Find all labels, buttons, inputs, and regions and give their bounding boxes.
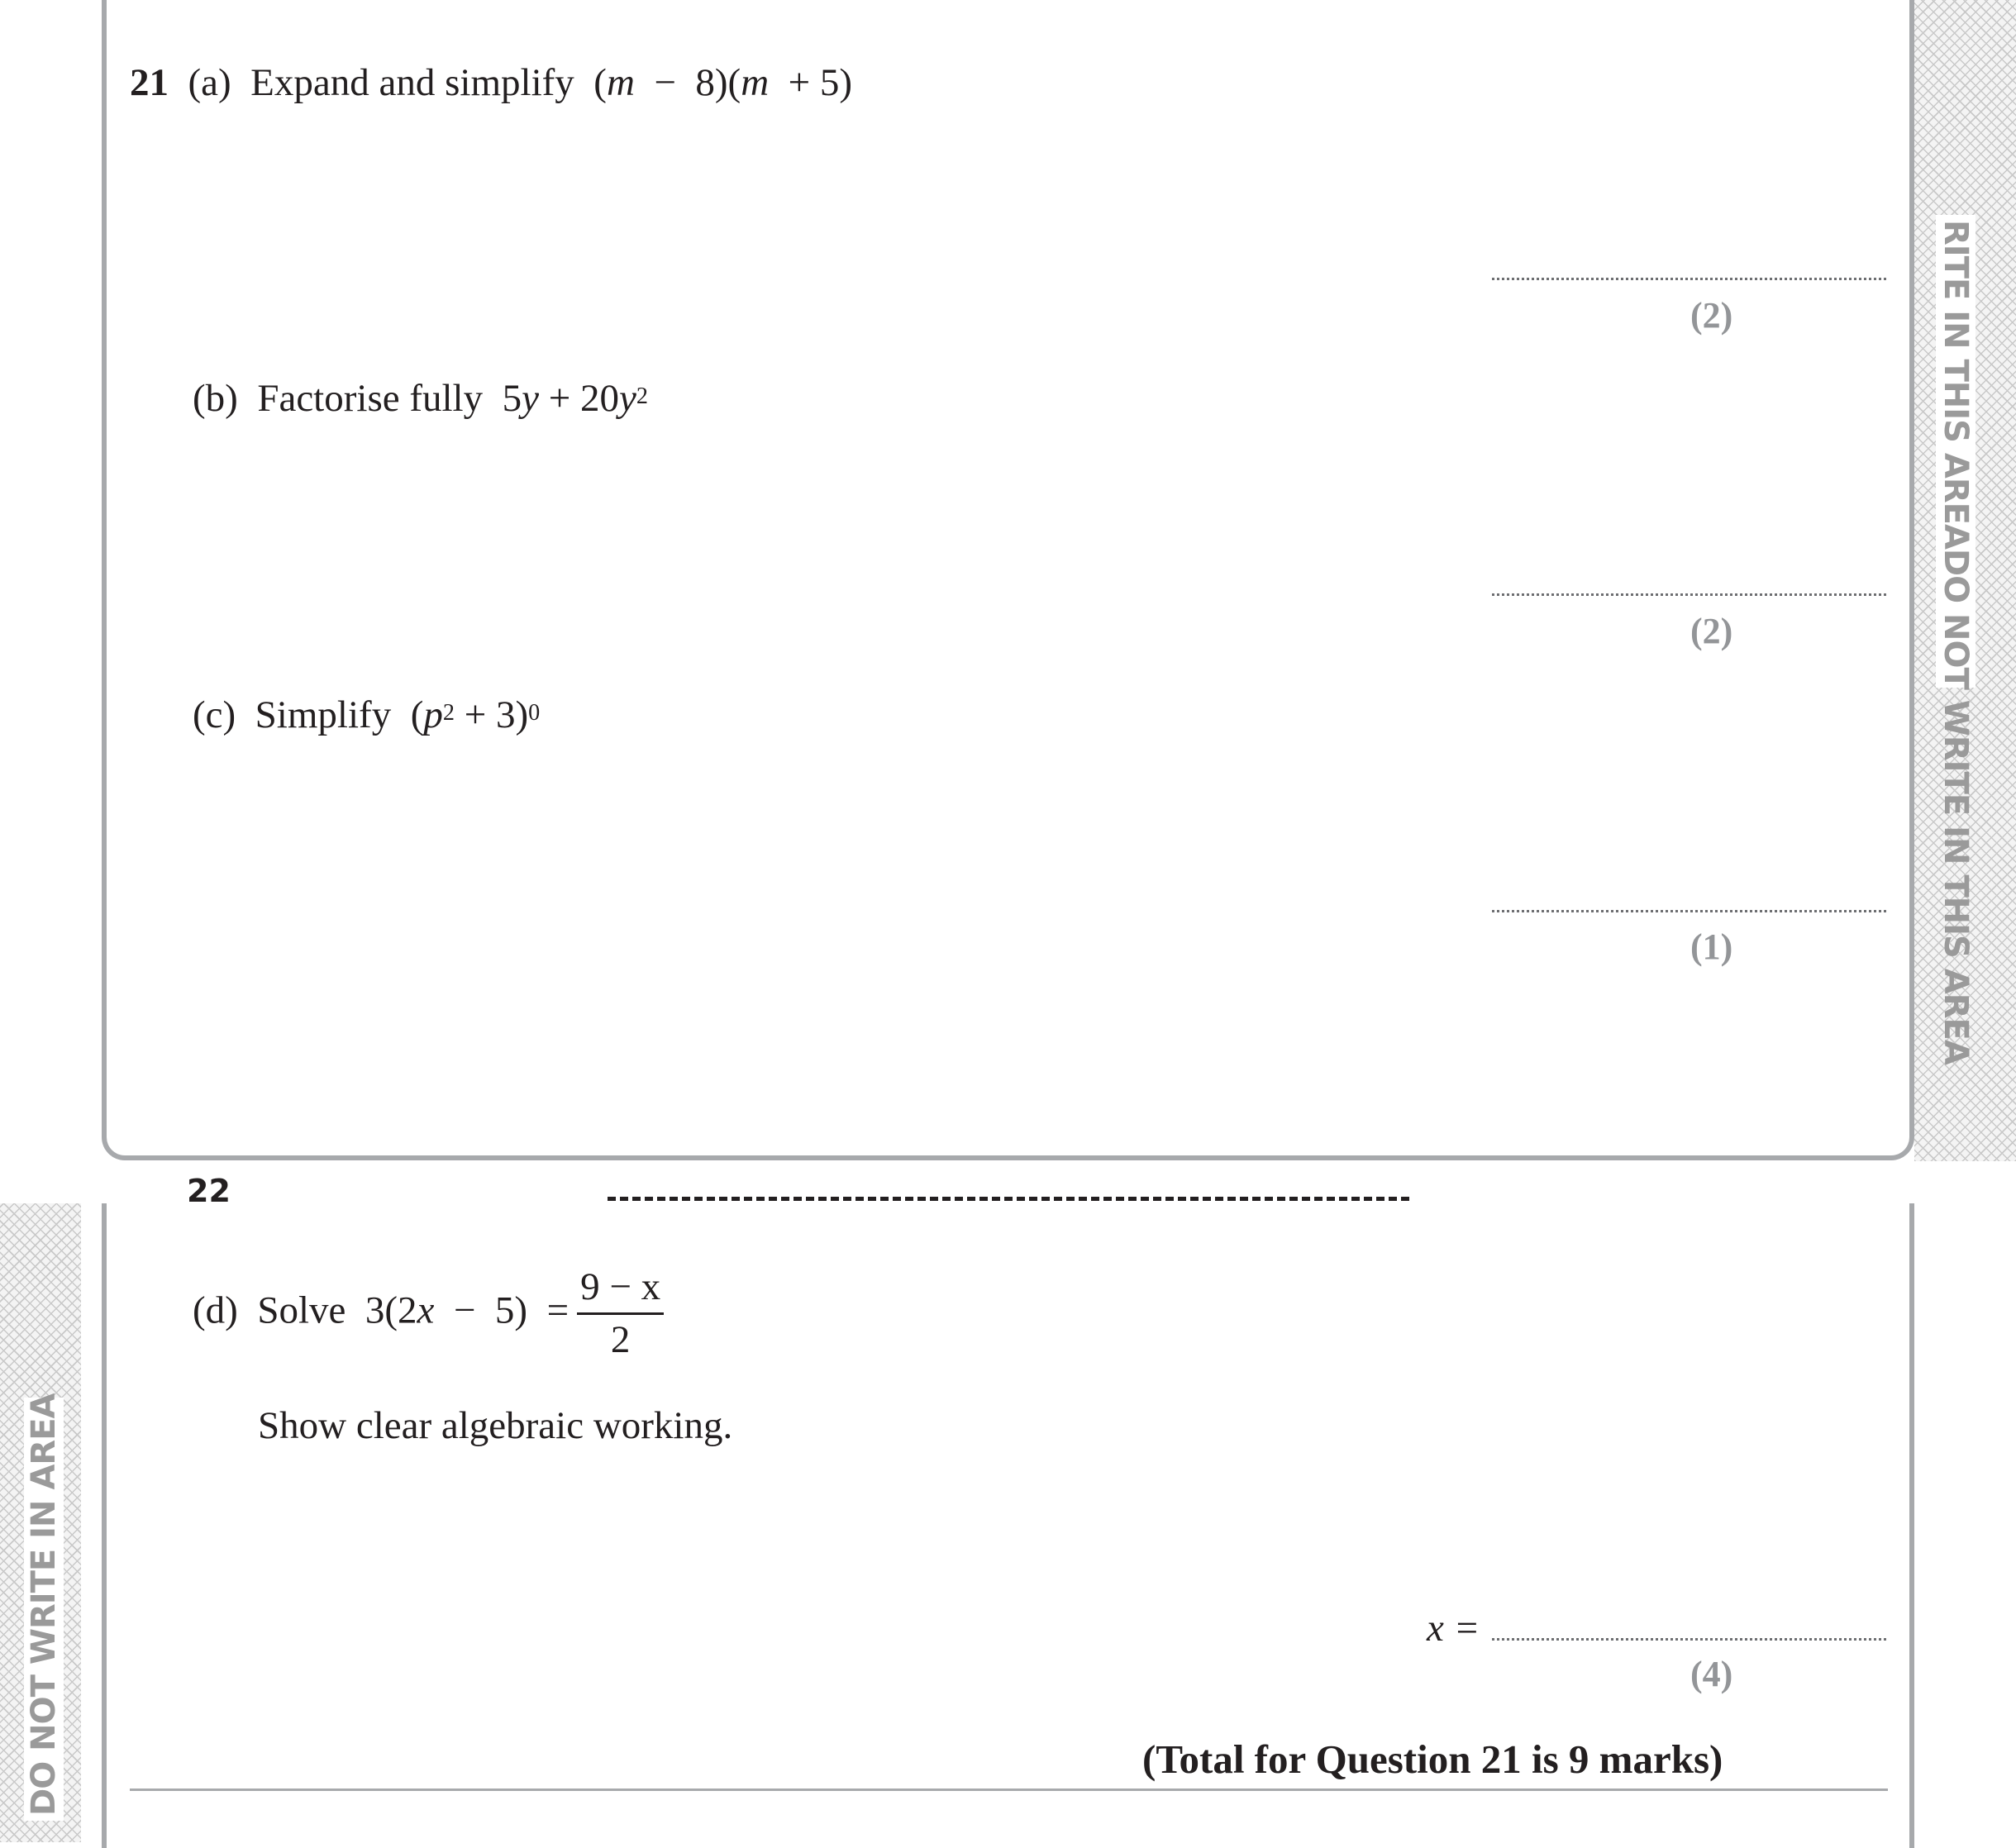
part-b-prompt: Factorise fully [257,377,484,420]
question-frame-left-border [102,1203,107,1848]
part-b-answer-line[interactable] [1492,593,1886,596]
page-number: 22 [187,1173,231,1203]
part-a-prompt: Expand and simplify [250,61,574,104]
part-b-expression: $5y + 20y^2$ [502,377,648,420]
part-a-label: (a) [188,61,231,104]
part-c-label: (c) [193,693,236,736]
question-total: (Total for Question 21 is 9 marks) [1142,1736,1723,1782]
part-d-equation-left: 3(2x − 5) = [365,1288,570,1332]
part-c-marks: (1) [1690,926,1733,967]
part-d-answer-prefix: x = [1427,1607,1480,1650]
fraction-denominator: 2 [610,1318,631,1361]
part-c-line [193,692,540,738]
part-c-answer-line[interactable] [1492,910,1886,912]
page-footer-cut [608,1197,1409,1201]
question-end-rule [130,1788,1888,1791]
part-b-line [193,375,648,422]
part-a-expression: (m − 8)(m + 5) [593,61,853,104]
fraction-numerator: 9 − x [577,1265,664,1315]
part-b-label: (b) [193,377,238,420]
part-d-fraction [577,1265,664,1363]
part-c-prompt: Simplify [255,693,392,736]
question-frame-right-border [1909,1203,1914,1848]
part-d-line [193,1265,664,1363]
part-a-line [130,60,852,106]
part-d-label: (d) [193,1288,238,1332]
part-d-marks: (4) [1690,1654,1733,1694]
question-frame-top [102,0,1914,1160]
part-d-prompt: Solve [257,1288,346,1332]
part-b-marks: (2) [1690,611,1733,651]
right-margin-label: RITE IN THIS AREADO NOT WRITE IN THIS AREA [1936,215,1975,688]
question-number: 21 [130,61,169,104]
part-c-expression: $(p^2 + 3)^0$ [410,693,541,736]
part-d-answer-line[interactable] [1492,1638,1886,1641]
part-d-instruction: Show clear algebraic working. [258,1404,733,1447]
left-margin-label: DO NOT WRITE IN AREA [24,1398,64,1821]
part-a-answer-line[interactable] [1492,278,1886,280]
part-a-marks: (2) [1690,295,1733,336]
